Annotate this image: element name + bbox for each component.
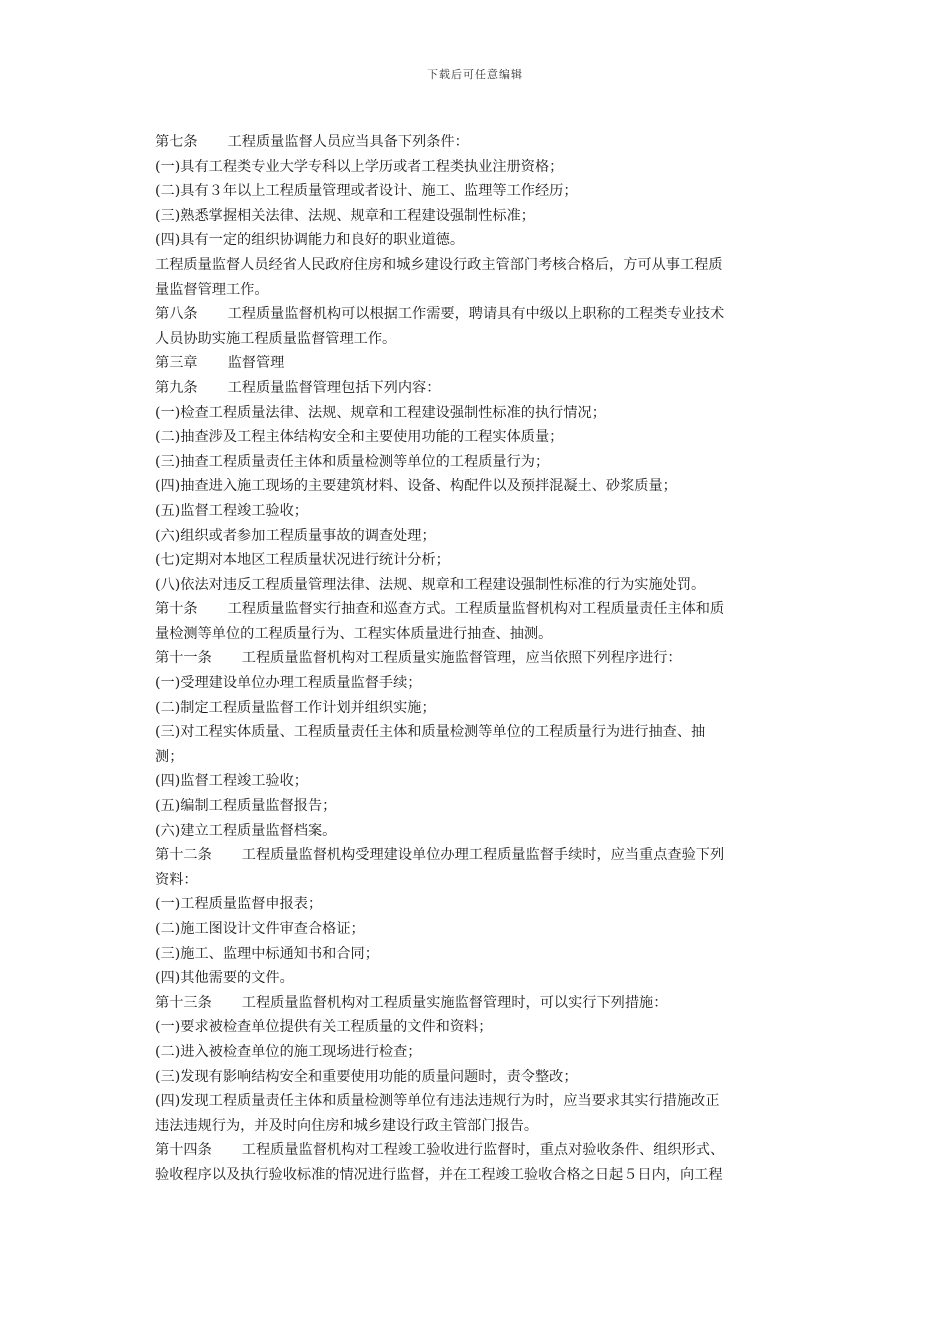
text-line [155,794,795,819]
article-heading-line [155,597,795,622]
line-text: (二)具有３年以上工程质量管理或者设计、施工、监理等工作经历； [155,183,578,200]
line-text: 量监督管理工作。 [155,281,269,298]
article-number: 第十四条 [155,1142,212,1159]
line-text: (三)发现有影响结构安全和重要使用功能的质量问题时，责令整改； [155,1068,578,1085]
text-line [155,1065,795,1090]
text-line [155,917,795,942]
text-line [155,425,795,450]
text-line [155,253,795,278]
line-text: (一)要求被检查单位提供有关工程质量的文件和资料； [155,1019,493,1036]
line-text: (五)监督工程竣工验收； [155,502,308,519]
text-line [155,524,795,549]
document-body [155,130,795,1188]
text-line [155,819,795,844]
article-number: 第三章 [155,355,198,372]
line-text: (四)具有一定的组织协调能力和良好的职业道德。 [155,232,465,249]
text-line [155,720,795,745]
line-text: (一)具有工程类专业大学专科以上学历或者工程类执业注册资格； [155,158,564,175]
article-heading-line [155,130,795,155]
text-line [155,474,795,499]
line-text: (三)抽查工程质量责任主体和质量检测等单位的工程质量行为； [155,453,550,470]
line-text: 资料： [155,871,198,888]
article-number: 第十条 [155,601,198,618]
text-line [155,942,795,967]
line-text: 工程质量监督管理包括下列内容： [227,379,441,396]
line-text: (三)施工、监理中标通知书和合同； [155,945,379,962]
line-text: (六)建立工程质量监督档案。 [155,822,337,839]
text-line [155,769,795,794]
line-text: (六)组织或者参加工程质量事故的调查处理； [155,527,436,544]
text-line [155,696,795,721]
line-text: (一)受理建设单位办理工程质量监督手续； [155,675,422,692]
line-text: (五)编制工程质量监督报告； [155,798,337,815]
article-heading-line [155,1138,795,1163]
article-heading-line [155,351,795,376]
text-line [155,1114,795,1139]
line-text: 工程质量监督机构对工程质量实施监督管理，应当依照下列程序进行： [241,650,682,667]
text-line [155,204,795,229]
article-number: 第八条 [155,306,198,323]
text-line [155,868,795,893]
text-line [155,179,795,204]
line-text: 工程质量监督机构可以根据工作需要，聘请具有中级以上职称的工程类专业技术 [227,306,725,323]
text-line [155,327,795,352]
line-text: (三)对工程实体质量、工程质量责任主体和质量检测等单位的工程质量行为进行抽查、抽 [155,724,706,741]
article-heading-line [155,376,795,401]
text-line [155,622,795,647]
line-text: 工程质量监督人员应当具备下列条件： [227,134,469,150]
line-text: (四)其他需要的文件。 [155,970,294,987]
line-text: 测； [155,748,184,765]
line-text: (一)工程质量监督申报表； [155,896,323,913]
article-heading-line [155,302,795,327]
line-text: (八)依法对违反工程质量管理法律、法规、规章和工程建设强制性标准的行为实施处罚。 [155,576,706,593]
text-line [155,1015,795,1040]
line-text: 验收程序以及执行验收标准的情况进行监督，并在工程竣工验收合格之日起５日内，向工程 [155,1166,723,1183]
article-number: 第十二条 [155,847,212,864]
line-text: 监督管理 [227,355,285,372]
text-line [155,499,795,524]
article-heading-line [155,646,795,671]
line-text: (四)发现工程质量责任主体和质量检测等单位有违法违规行为时，应当要求其实行措施改正 [155,1093,720,1110]
line-text: (一)检查工程质量法律、法规、规章和工程建设强制性标准的执行情况； [155,404,606,421]
article-heading-line [155,843,795,868]
article-number: 第九条 [155,379,198,396]
line-text: 人员协助实施工程质量监督管理工作。 [155,330,397,347]
line-text: (四)抽查进入施工现场的主要建筑材料、设备、构配件以及预拌混凝土、砂浆质量； [155,478,677,495]
text-line [155,1089,795,1114]
text-line [155,1163,795,1188]
line-text: 工程质量监督机构受理建设单位办理工程质量监督手续时，应当重点查验下列 [241,847,725,864]
text-line [155,401,795,426]
line-text: 违法违规行为，并及时向住房和城乡建设行政主管部门报告。 [155,1117,539,1134]
line-text: 工程质量监督机构对工程竣工验收进行监督时，重点对验收条件、组织形式、 [241,1142,725,1159]
text-line [155,966,795,991]
text-line [155,155,795,180]
text-line [155,450,795,475]
line-text: 工程质量监督人员经省人民政府住房和城乡建设行政主管部门考核合格后，方可从事工程质 [155,256,723,273]
page-header: 下载后可任意编辑 [427,68,523,81]
line-text: (二)抽查涉及工程主体结构安全和主要使用功能的工程实体质量； [155,429,564,446]
article-number: 第十三条 [155,994,212,1011]
article-number: 第十一条 [155,650,212,667]
text-line [155,278,795,303]
line-text: (二)制定工程质量监督工作计划并组织实施； [155,699,436,716]
line-text: (二)施工图设计文件审查合格证； [155,921,365,937]
text-line [155,548,795,573]
line-text: (三)熟悉掌握相关法律、法规、规章和工程建设强制性标准； [155,207,535,224]
text-line [155,892,795,917]
line-text: (七)定期对本地区工程质量状况进行统计分析； [155,552,450,569]
line-text: 工程质量监督机构对工程质量实施监督管理时，可以实行下列措施： [241,994,668,1011]
article-number: 第七条 [155,134,198,150]
text-line [155,1040,795,1065]
line-text: (四)监督工程竣工验收； [155,773,308,790]
line-text: 工程质量监督实行抽查和巡查方式。工程质量监督机构对工程质量责任主体和质 [227,601,725,618]
line-text: (二)进入被检查单位的施工现场进行检查； [155,1043,422,1060]
line-text: 量检测等单位的工程质量行为、工程实体质量进行抽查、抽测。 [155,625,553,642]
text-line [155,228,795,253]
text-line [155,671,795,696]
text-line [155,573,795,598]
text-line [155,745,795,770]
article-heading-line [155,991,795,1016]
